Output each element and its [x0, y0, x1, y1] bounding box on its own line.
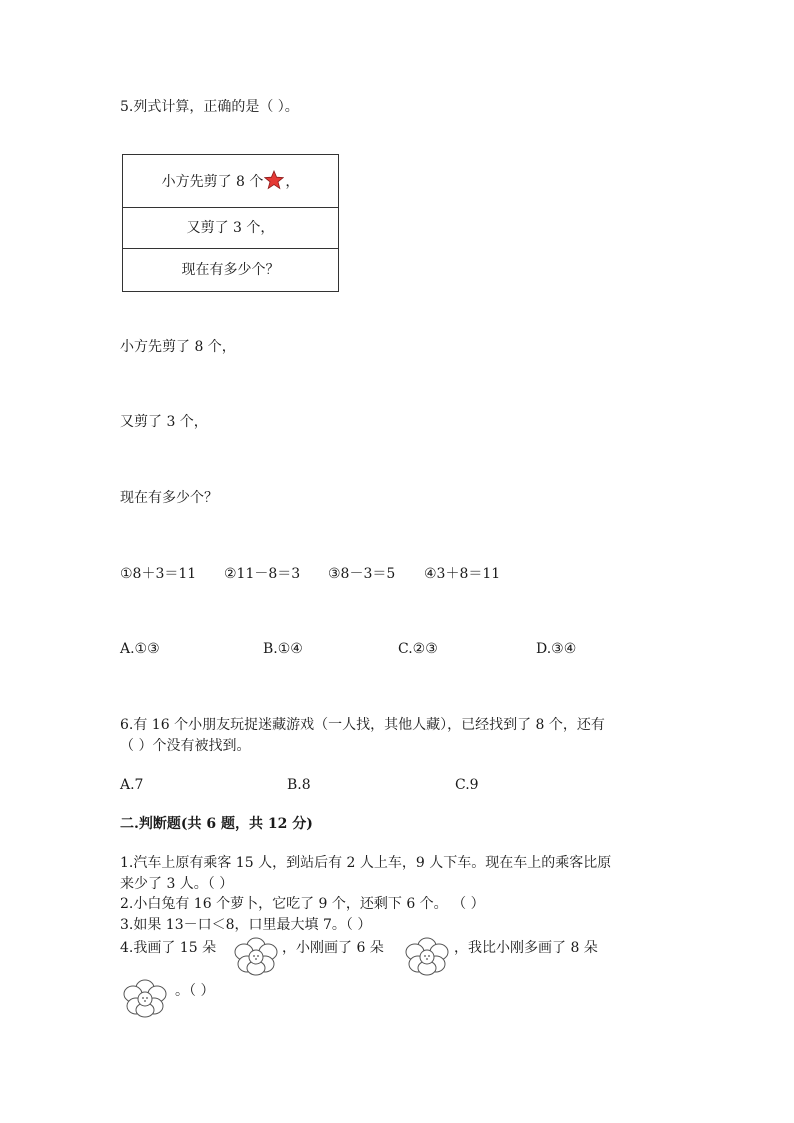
flower-icon — [403, 935, 451, 977]
judge-item-1-line2: 来少了 3 人。（ ） — [120, 876, 234, 892]
judge-item-4-part1: 4.我画了 15 朵 — [120, 940, 217, 956]
q6-option-a[interactable]: A.7 — [120, 777, 144, 793]
q5-table-row3: 现在有多少个？ — [123, 249, 339, 292]
q5-expression-2: ②11－8＝3 — [224, 566, 301, 582]
judge-item-4-end: 。（ ） — [175, 983, 215, 999]
q5-option-d[interactable]: D.③④ — [536, 641, 577, 657]
q5-table-row2: 又剪了 3 个， — [123, 208, 339, 249]
q5-option-b[interactable]: B.①④ — [263, 641, 303, 657]
q5-line2: 又剪了 3 个， — [120, 414, 208, 430]
q6-line2: （ ）个没有被找到。 — [120, 738, 251, 754]
q5-title: 5.列式计算，正确的是（ ）。 — [120, 99, 299, 115]
q5-line1: 小方先剪了 8 个， — [120, 339, 236, 355]
judge-item-4-part3: ，我比小刚多画了 8 朵 — [454, 940, 598, 956]
q5-option-c[interactable]: C.②③ — [398, 641, 438, 657]
q5-table-row1 — [123, 155, 339, 208]
flower-icon — [232, 935, 280, 977]
judge-item-4-part2: ，小刚画了 6 朵 — [282, 940, 384, 956]
q5-table-row1-text: 小方先剪了 8 个 — [161, 174, 264, 190]
q6-option-c[interactable]: C.9 — [455, 777, 479, 793]
section2-heading: 二.判断题(共 6 题，共 12 分) — [120, 816, 313, 832]
judge-item-1-line1: 1.汽车上原有乘客 15 人，到站后有 2 人上车，9 人下车。现在车上的乘客比原 — [120, 855, 612, 871]
q5-option-a[interactable]: A.①③ — [120, 641, 160, 657]
judge-item-2: 2.小白兔有 16 个萝卜，它吃了 9 个，还剩下 6 个。 （ ） — [120, 896, 485, 912]
q5-expression-1: ①8＋3＝11 — [120, 566, 197, 582]
q6-line1: 6.有 16 个小朋友玩捉迷藏游戏（一人找，其他人藏），已经找到了 8 个，还有 — [120, 717, 605, 733]
flower-icon — [121, 977, 169, 1019]
q6-option-b[interactable]: B.8 — [287, 777, 311, 793]
q5-expression-4: ④3＋8＝11 — [424, 566, 501, 582]
q5-table-row1-suffix: ， — [285, 174, 300, 190]
judge-item-3: 3.如果 13－口＜8，口里最大填 7。（ ） — [120, 917, 372, 933]
q5-line3: 现在有多少个？ — [120, 490, 218, 506]
star-icon — [264, 170, 284, 190]
q5-expression-3: ③8－3＝5 — [328, 566, 396, 582]
q5-table — [122, 154, 339, 292]
